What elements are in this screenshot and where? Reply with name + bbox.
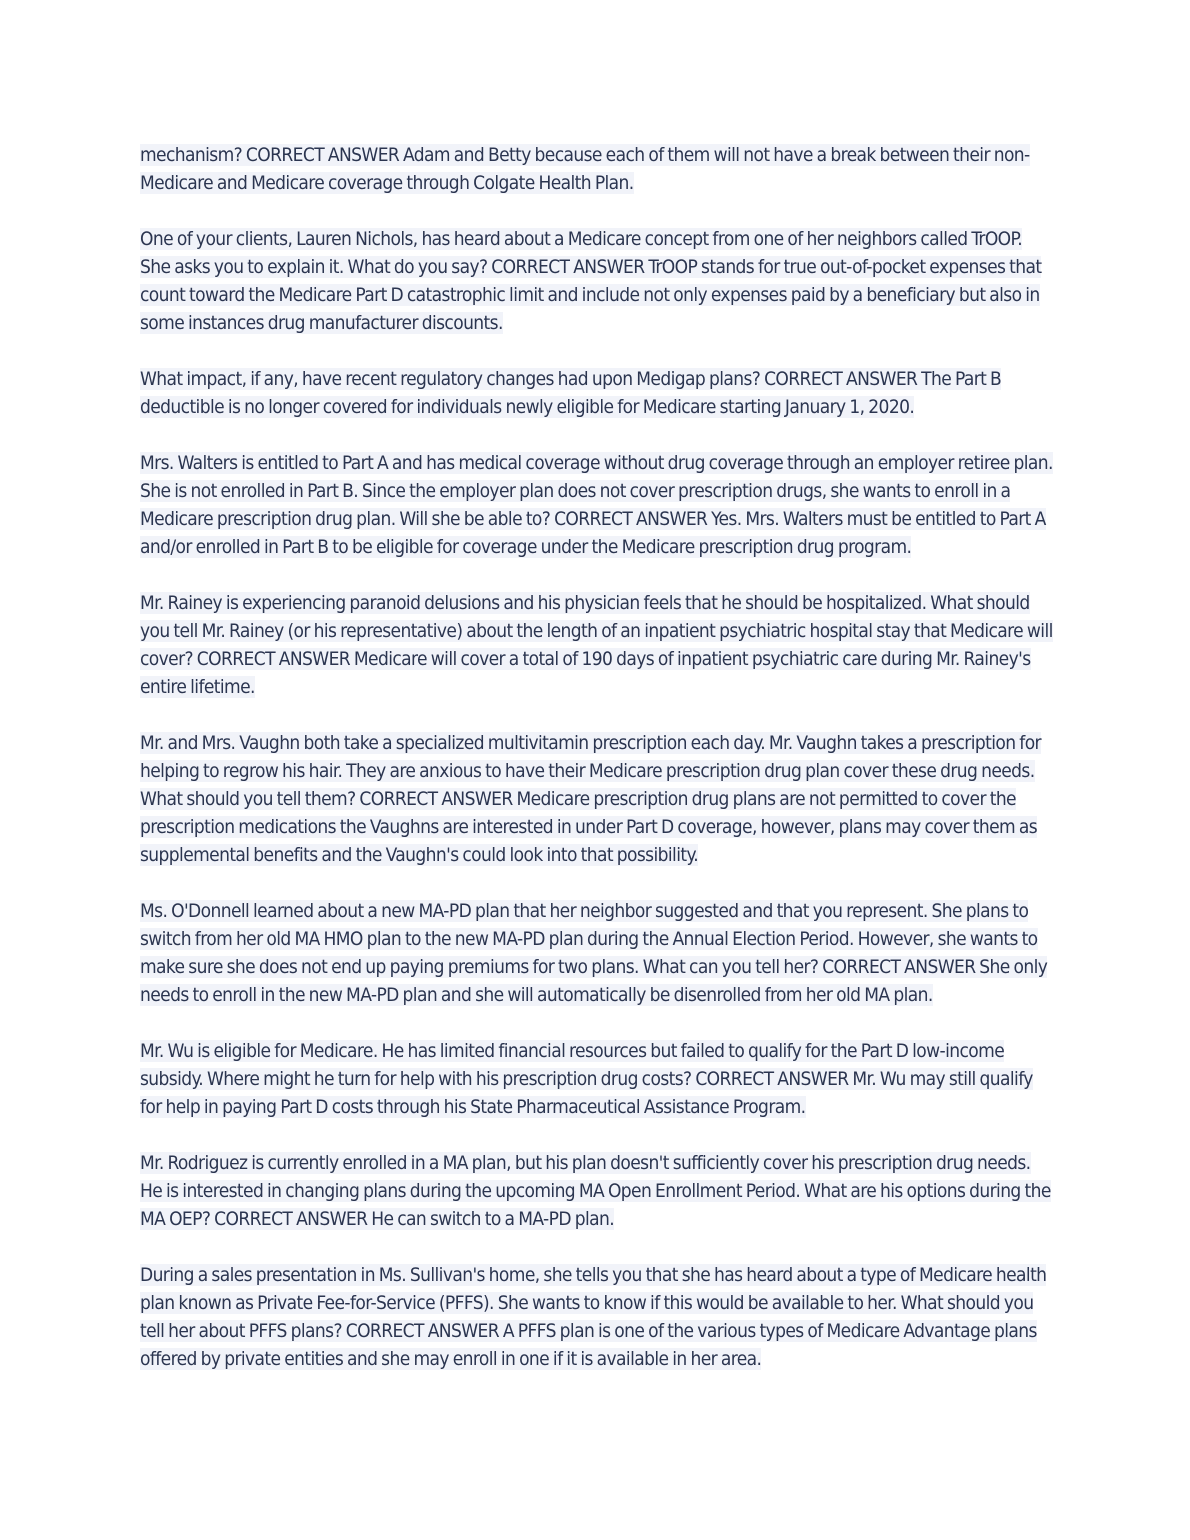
qa-paragraph-odonnell: Ms. O'Donnell learned about a new MA-PD plan that her neighbor suggested and that you represent. She plans to switch from her old MA HMO plan to the new MA-PD plan during the Annual Election Period. However, she wants to make sure she does not end up paying premiums for two plans. What can you tell her? CORRECT ANSWER She only needs to enroll in the new MA-PD plan and she will automatically be disenrolled from her old MA plan. [140,900,1048,1006]
qa-paragraph-walters: Mrs. Walters is entitled to Part A and has medical coverage without drug coverage through an employer retiree plan. She is not enrolled in Part B. Since the employer plan does not cover prescription drugs, she wants to enroll in a Medicare prescription drug plan. Will she be able to? CORRECT ANSWER Yes. Mrs. Walters must be entitled to Part A and/or enrolled in Part B to be eligible for coverage under the Medicare prescription drug program. [140,452,1053,558]
qa-paragraph-rainey: Mr. Rainey is experiencing paranoid delusions and his physician feels that he should be hospitalized. What should you tell Mr. Rainey (or his representative) about the length of an inpatient psychiatric hospital stay that Medicare will cover? CORRECT ANSWER Medicare will cover a total of 190 days of inpatient psychiatric care during Mr. Rainey's entire lifetime. [140,592,1053,698]
qa-paragraph-wu: Mr. Wu is eligible for Medicare. He has limited financial resources but failed to qualify for the Part D low-income subsidy. Where might he turn for help with his prescription drug costs? CORRECT ANSWER Mr. Wu may still qualify for help in paying Part D costs through his State Pharmaceutical Assistance Program. [140,1040,1033,1118]
qa-paragraph-sullivan: During a sales presentation in Ms. Sullivan's home, she tells you that she has heard about a type of Medicare health plan known as Private Fee-for-Service (PFFS). She wants to know if this would be available to her. What should you tell her about PFFS plans? CORRECT ANSWER A PFFS plan is one of the various types of Medicare Advantage plans offered by private entities and she may enroll in one if it is available in her area. [140,1264,1047,1370]
qa-paragraph-rodriguez: Mr. Rodriguez is currently enrolled in a MA plan, but his plan doesn't sufficiently cover his prescription drug needs. He is interested in changing plans during the upcoming MA Open Enrollment Period. What are his options during the MA OEP? CORRECT ANSWER He can switch to a MA-PD plan. [140,1152,1051,1230]
qa-paragraph-medigap: What impact, if any, have recent regulatory changes had upon Medigap plans? CORRECT ANSWER The Part B deductible is no longer covered for individuals newly eligible for Medicare starting January 1, 2020. [140,368,1002,418]
document-page [140,141,1056,1401]
qa-paragraph-troop: One of your clients, Lauren Nichols, has heard about a Medicare concept from one of her neighbors called TrOOP. She asks you to explain it. What do you say? CORRECT ANSWER TrOOP stands for true out-of-pocket expenses that count toward the Medicare Part D catastrophic limit and include not only expenses paid by a beneficiary but also in some instances drug manufacturer discounts. [140,228,1042,334]
qa-paragraph-vaughn: Mr. and Mrs. Vaughn both take a specialized multivitamin prescription each day. Mr. Vaughn takes a prescription for helping to regrow his hair. They are anxious to have their Medicare prescription drug plan cover these drug needs. What should you tell them? CORRECT ANSWER Medicare prescription drug plans are not permitted to cover the prescription medications the Vaughns are interested in under Part D coverage, however, plans may cover them as supplemental benefits and the Vaughn's could look into that possibility. [140,732,1041,866]
qa-paragraph-colgate: mechanism? CORRECT ANSWER Adam and Betty because each of them will not have a break between their non-Medicare and Medicare coverage through Colgate Health Plan. [140,144,1030,194]
